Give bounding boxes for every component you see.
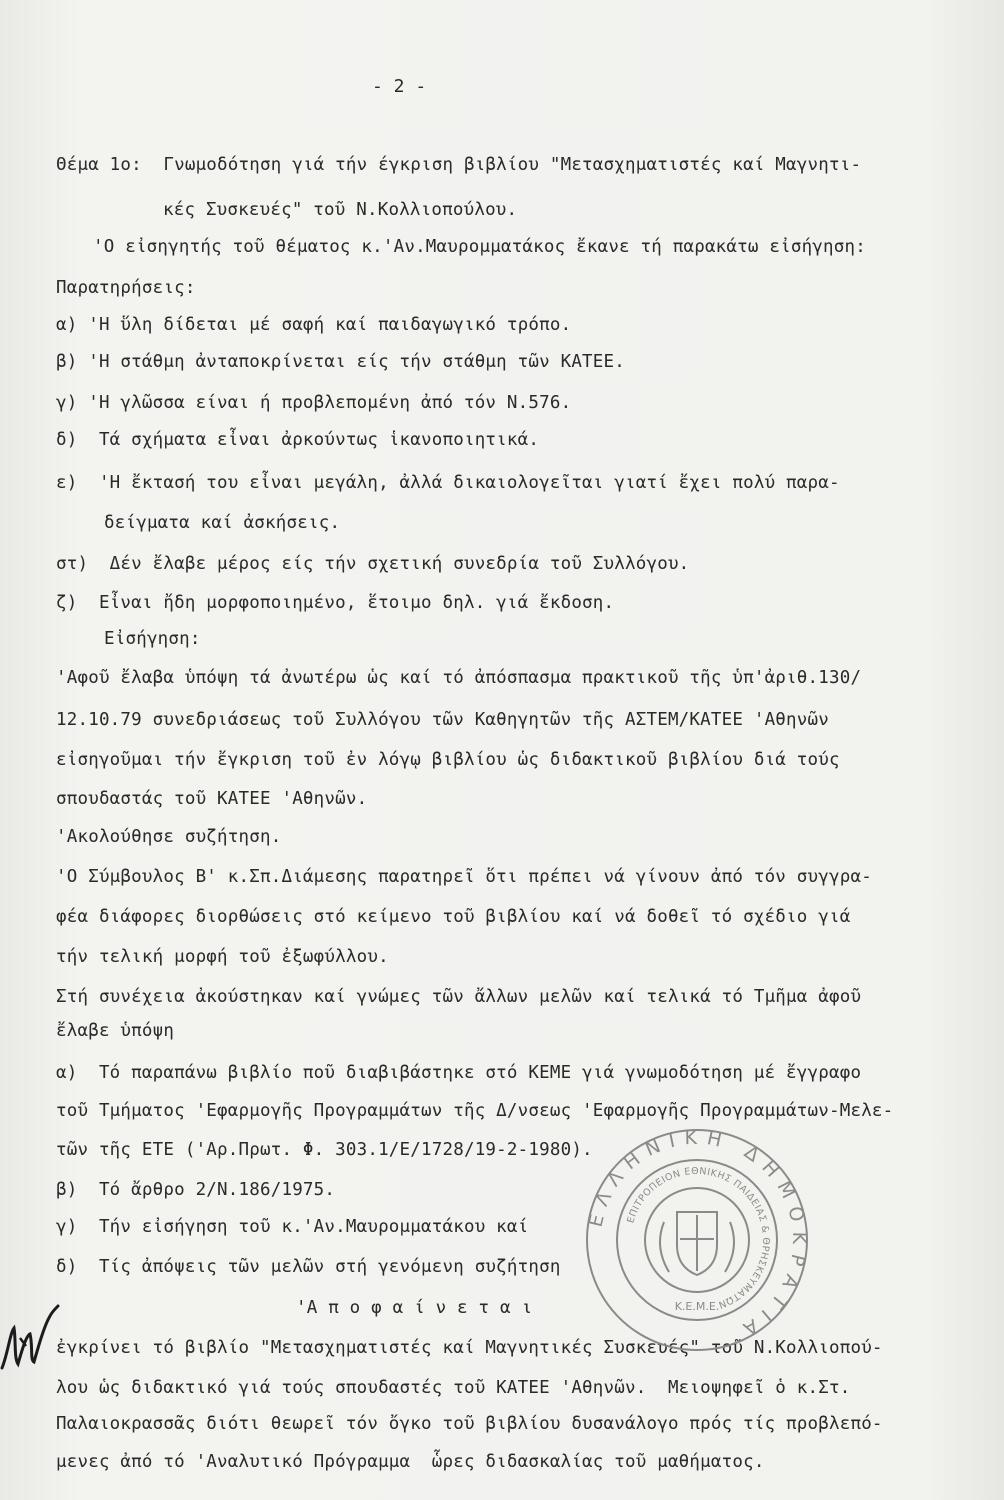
official-stamp (584, 1127, 810, 1353)
text-line: Εἰσήγηση: (104, 629, 201, 649)
coat-of-arms-icon (660, 1212, 734, 1275)
text-line: 'Αφοῦ ἔλαβα ὑπόψη τά ἀνωτέρω ὡς καί τό ἀπόσπασμα πρακτικοῦ τῆς ὑπ'ἀριθ.130/ (56, 668, 862, 688)
text-line: α) 'Η ὕλη δίδεται μέ σαφή καί παιδαγωγικό τρόπο. (56, 315, 572, 335)
text-line: μενες ἀπό τό 'Αναλυτικό Πρόγραμμα ὧρες διδασκαλίας τοῦ μαθήματος. (56, 1452, 765, 1472)
text-line: α) Τό παραπάνω βιβλίο ποῦ διαβιβάστηκε στό ΚΕΜΕ γιά γνωμοδότηση μέ ἔγγραφο (56, 1063, 862, 1083)
stamp-outer-text: ΕΛΛΗΝΙΚΗ ΔΗΜΟΚΡΑΤΙΑ (584, 1127, 810, 1345)
text-line: Θέμα 1ο: Γνωμοδότηση γιά τήν έγκριση βιβλίου "Μετασχηματιστές καί Μαγνητι- (56, 155, 862, 175)
text-line: Στή συνέχεια ἀκούστηκαν καί γνώμες τῶν ἄλλων μελῶν καί τελικά τό Τμῆμα ἀφοῦ (56, 987, 862, 1007)
stamp-inner-text: ΕΠΙΤΡΟΠΕΙΟΝ ΕΘΝΙΚΗΣ ΠΑΙΔΕΙΑΣ & ΘΡΗΣΚΕΥΜΑΤΩΝ (625, 1165, 772, 1311)
text-line: ἐγκρίνει τό βιβλίο "Μετασχηματιστές καί Μαγνητικές Συσκευές" τοῦ Ν.Κολλιοπού- (56, 1338, 883, 1358)
text-line: ἔλαβε ὑπόψη (56, 1021, 175, 1041)
text-line: εἰσηγοῦμαι τήν ἔγκριση τοῦ ἐν λόγῳ βιβλίου ὡς διδακτικοῦ βιβλίου διά τούς (56, 750, 840, 770)
text-line: σπουδαστάς τοῦ ΚΑΤΕΕ 'Αθηνῶν. (56, 789, 368, 809)
text-line: στ) Δέν ἔλαβε μέρος είς τήν σχετική συνεδρία τοῦ Συλλόγου. (56, 554, 690, 574)
text-line: τοῦ Τμήματος 'Εφαρμογῆς Προγραμμάτων τῆς Δ/νσεως 'Εφαρμογῆς Προγραμμάτων-Μελε- (56, 1101, 894, 1121)
text-line: δ) Τίς ἀπόψεις τῶν μελῶν στή γενόμενη συζήτηση (56, 1257, 561, 1277)
page-number: - 2 - (372, 76, 427, 97)
text-line: Παλαιοκρασσᾶς διότι θεωρεῖ τόν ὄγκο τοῦ βιβλίου δυσανάλογο πρός τίς προβλεπό- (56, 1414, 883, 1434)
text-line: 'Ο Σύμβουλος Β' κ.Σπ.Διάμεσης παρατηρεῖ ὅτι πρέπει νά γίνουν ἀπό τόν συγγρα- (56, 867, 872, 887)
text-line: Παρατηρήσεις: (56, 278, 196, 298)
decision-heading: 'Α π ο φ α ί ν ε τ α ι (296, 1298, 533, 1318)
text-line: γ) Τήν εἰσήγηση τοῦ κ.'Αν.Μαυρομματάκου καί (56, 1217, 529, 1237)
text-line: ζ) Εἶναι ἤδη μορφοποιημένο, ἕτοιμο δηλ. γιά ἔκδοση. (56, 593, 615, 613)
text-line: 'Ακολούθησε συζήτηση. (56, 827, 282, 847)
text-line: ε) 'Η ἔκτασή του εἶναι μεγάλη, ἀλλά δικαιολογεῖται γιατί ἔχει πολύ παρα- (56, 473, 840, 493)
text-line: γ) 'Η γλῶσσα είναι ή προβλεπομένη ἀπό τόν Ν.576. (56, 393, 572, 413)
text-line: τῶν τῆς ΕΤΕ ('Αρ.Πρωτ. Φ. 303.1/Ε/1728/19-2-1980). (56, 1140, 593, 1160)
text-line: φέα διάφορες διορθώσεις στό κείμενο τοῦ βιβλίου καί νά δοθεῖ τό σχέδιο γιά (56, 907, 851, 927)
text-line: λου ὡς διδακτικό γιά τούς σπουδαστές τοῦ ΚΑΤΕΕ 'Αθηνῶν. Μειοψηφεῖ ὁ κ.Στ. (56, 1378, 851, 1398)
handwritten-signature (0, 1298, 60, 1388)
text-line: δ) Τά σχήματα εἶναι ἀρκούντως ἱκανοποιητικά. (56, 430, 540, 450)
stamp-bottom-text: Κ.Ε.Μ.Ε. (674, 1300, 720, 1313)
text-line: β) Τό ἄρθρο 2/Ν.186/1975. (56, 1180, 336, 1200)
text-line: δείγματα καί ἀσκήσεις. (104, 513, 341, 533)
text-line: 'Ο εἰσηγητής τοῦ θέματος κ.'Αν.Μαυρομματάκος ἔκανε τή παρακάτω εἰσήγηση: (93, 237, 866, 257)
text-line: κές Συσκευές" τοῦ Ν.Κολλιοπούλου. (163, 200, 518, 220)
text-line: β) 'Η στάθμη ἀνταποκρίνεται είς τήν στάθμη τῶν ΚΑΤΕΕ. (56, 352, 626, 372)
text-line: τήν τελική μορφή τοῦ ἐξωφύλλου. (56, 947, 389, 967)
text-line: 12.10.79 συνεδριάσεως τοῦ Συλλόγου τῶν Καθηγητῶν τῆς ΑΣΤΕΜ/ΚΑΤΕΕ 'Αθηνῶν (56, 710, 829, 730)
